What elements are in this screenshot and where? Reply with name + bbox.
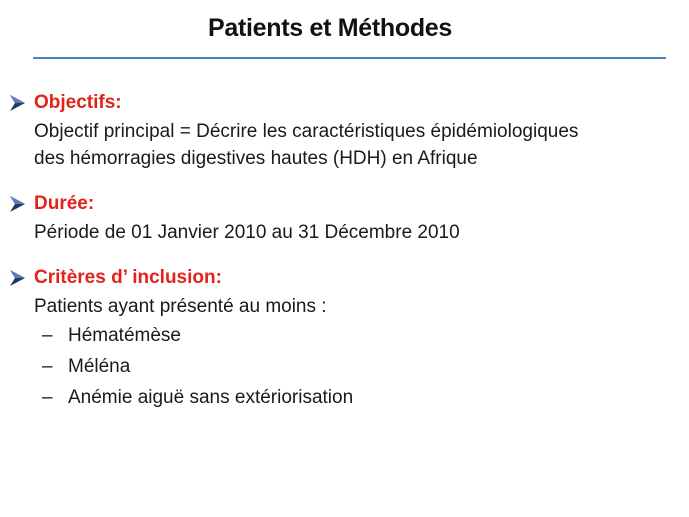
section-line: Période de 01 Janvier 2010 au 31 Décembre 2010 [34, 222, 460, 243]
section-heading [6, 263, 676, 293]
dash-bullet: – [42, 325, 53, 346]
section-heading [6, 189, 676, 219]
arrow-bullet-icon [6, 267, 28, 289]
section-line: des hémorragies digestives hautes (HDH) en Afrique [34, 148, 478, 169]
dash-bullet: – [42, 356, 53, 377]
arrow-bullet-icon [6, 92, 28, 114]
section-objectifs [6, 88, 676, 172]
section-duree [6, 189, 676, 246]
section-line: Patients ayant présenté au moins : [34, 296, 327, 317]
section-heading-text: Critères d’ inclusion: [34, 267, 222, 288]
section-criteres-inclusion [6, 263, 676, 413]
dash-bullet: – [42, 387, 53, 408]
title-divider [33, 57, 666, 59]
list-item [42, 351, 676, 382]
list-item [42, 382, 676, 413]
slide-content [6, 88, 676, 430]
list-item [42, 320, 676, 351]
list-item-text: Hématémèse [68, 325, 181, 346]
section-heading [6, 88, 676, 118]
arrow-bullet-icon [6, 193, 28, 215]
list-item-text: Anémie aiguë sans extériorisation [68, 387, 354, 408]
slide-title: Patients et Méthodes [207, 14, 453, 42]
section-heading-text: Objectifs: [34, 92, 122, 113]
list-item-text: Méléna [68, 356, 131, 377]
section-heading-text: Durée: [34, 193, 95, 214]
section-line: Objectif principal = Décrire les caractéristiques épidémiologiques [34, 121, 579, 142]
